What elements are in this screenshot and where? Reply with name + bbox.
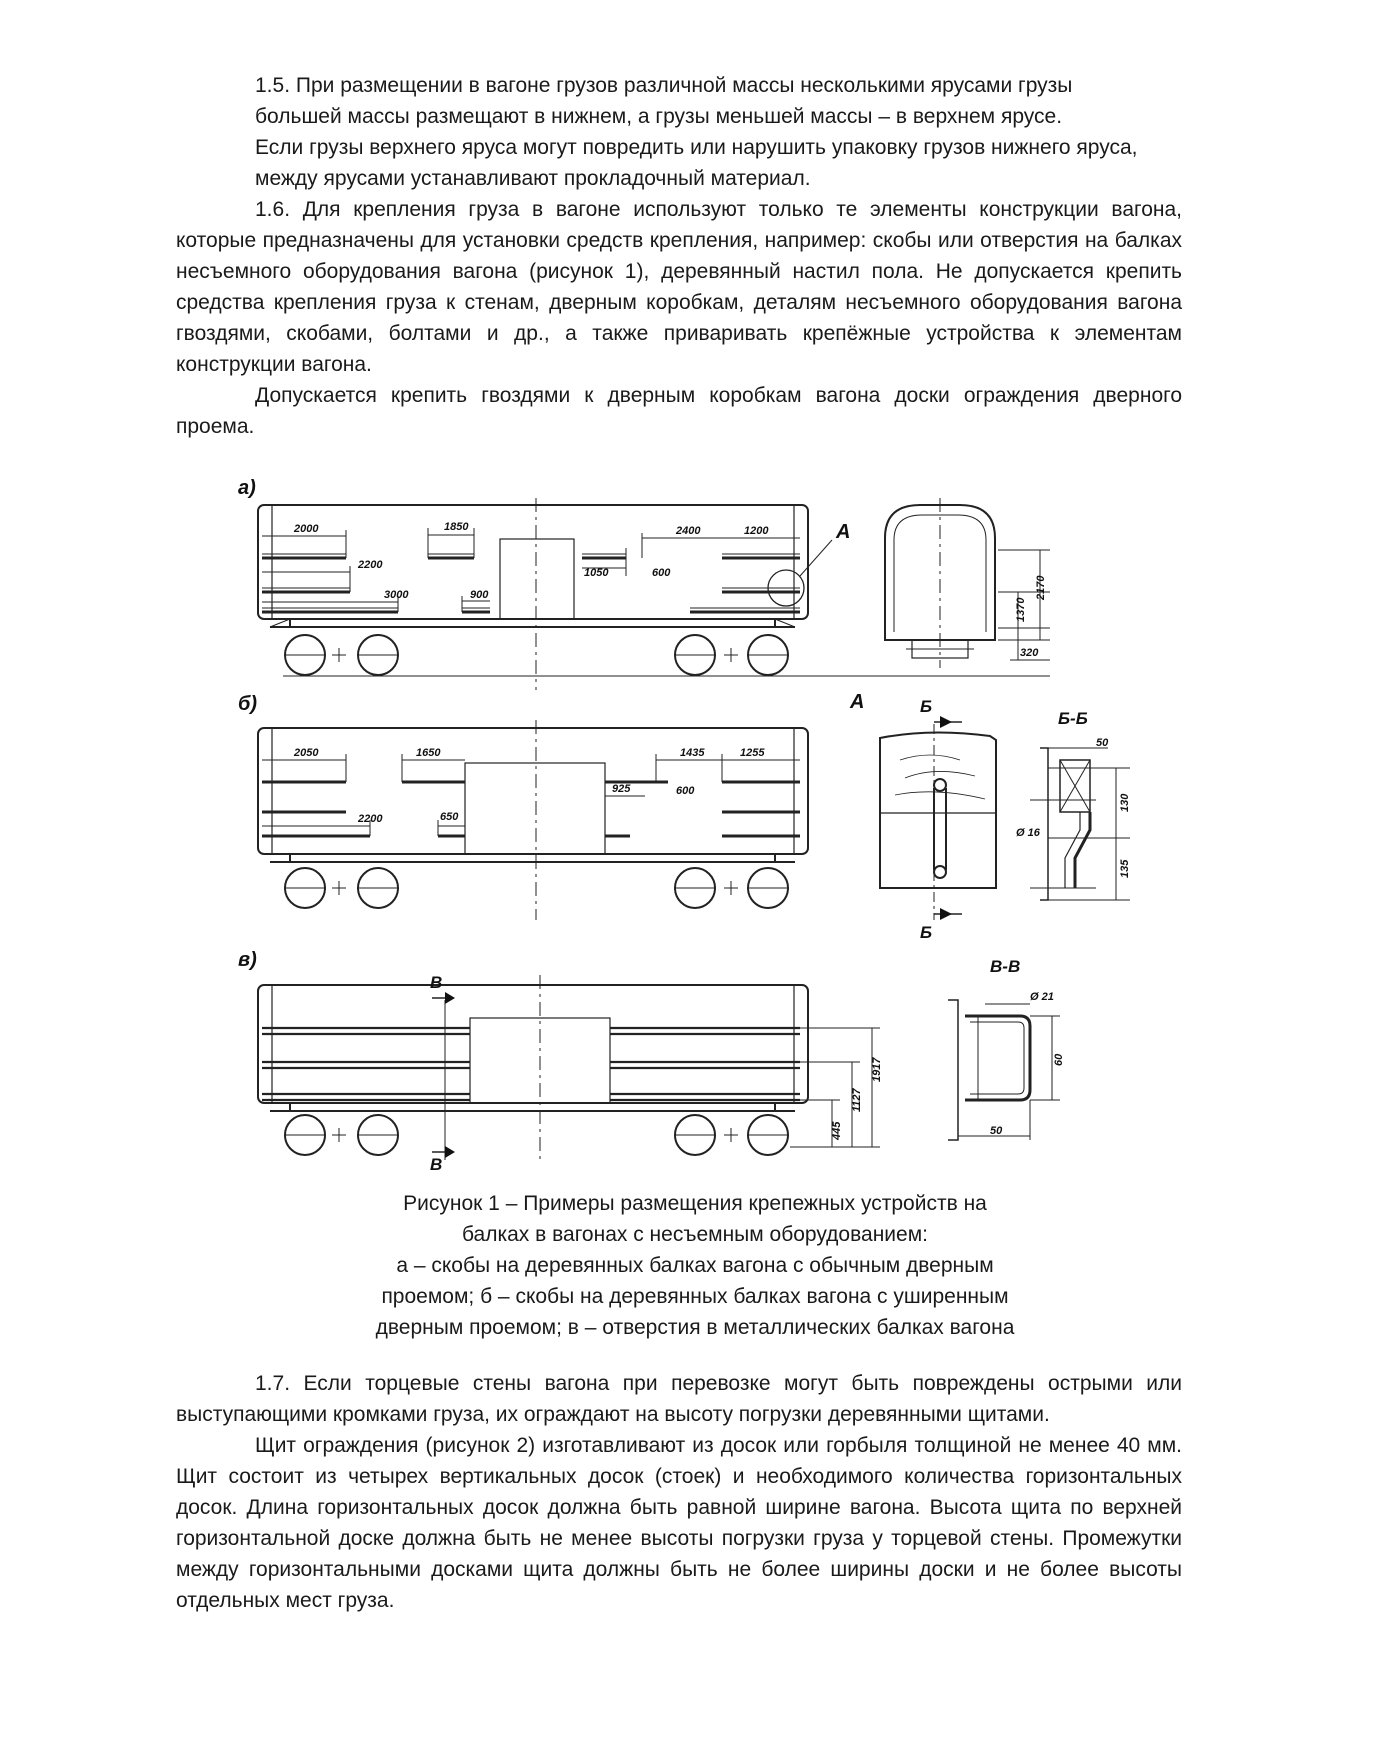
detail-view-a: [880, 722, 996, 920]
dim-a-1370: 1370: [1015, 597, 1027, 622]
wagon-a-side-view: [258, 498, 808, 690]
dim-vv-diam21: Ø 21: [1030, 991, 1054, 1003]
dim-b-925: 925: [612, 783, 631, 795]
paragraph-1-7: 1.7. Если торцевые стены вагона при перевозке могут быть повреждены острыми или выступающими кромками груза, их ограждают на высоту погрузки деревянными щитами.: [176, 1372, 1182, 1426]
cut-v-bottom-label: В: [430, 1155, 443, 1174]
cut-arrows: [445, 716, 952, 1158]
wagon-a-end-view: [885, 498, 1050, 668]
dim-vv-50: 50: [990, 1125, 1003, 1137]
section-vv: [948, 1000, 1060, 1140]
dim-b-1435: 1435: [680, 747, 705, 759]
dim-v-445: 445: [831, 1121, 843, 1140]
caption-line2: балках в вагонах с несъемным оборудованием:: [462, 1223, 928, 1246]
dim-bb-135: 135: [1119, 859, 1131, 878]
caption-line4: проемом; б – скобы на деревянных балках вагона с уширенным: [381, 1285, 1009, 1308]
beams-a: [262, 558, 800, 612]
dim-a-320: 320: [1020, 647, 1039, 659]
callout-a-label: А: [836, 521, 851, 543]
dim-a-2400: 2400: [676, 525, 701, 537]
dimension-lines-b: [262, 754, 800, 836]
dim-a-1850: 1850: [444, 521, 469, 533]
section-vv-label: В-В: [990, 957, 1021, 976]
dim-a-2200: 2200: [358, 559, 383, 571]
dim-a-600: 600: [652, 567, 671, 579]
dim-v-1917: 1917: [871, 1057, 883, 1082]
wheels-a: [283, 635, 1050, 676]
panel-a-label: а): [238, 477, 256, 499]
paragraph-1-5-line2: большей массы размещают в нижнем, а грузы меньшей массы – в верхнем ярусе.: [255, 105, 1063, 128]
wagon-b-side-view: [258, 720, 808, 920]
dim-a-1200: 1200: [744, 525, 769, 537]
paragraph-1-5-line3: Если грузы верхнего яруса могут повредить или нарушить упаковку грузов нижнего яруса,: [255, 136, 1138, 159]
section-bb-label: Б-Б: [1058, 709, 1088, 728]
panel-v-label: в): [238, 949, 257, 971]
dim-b-1650: 1650: [416, 747, 441, 759]
paragraph-1-5-line4: между ярусами устанавливают прокладочный материал.: [255, 167, 811, 190]
dim-a-2170: 2170: [1035, 575, 1047, 600]
dim-a-3000: 3000: [384, 589, 409, 601]
dim-a-1050: 1050: [584, 567, 609, 579]
dim-b-600: 600: [676, 785, 695, 797]
view-a-label: А: [850, 691, 865, 713]
cut-b-top-label: Б: [920, 697, 933, 716]
section-bb: [1030, 748, 1130, 900]
dim-bb-130: 130: [1119, 793, 1131, 812]
panel-b-label: б): [238, 693, 258, 715]
beams-a-hatch: [262, 554, 800, 608]
cut-b-bottom-label: Б: [920, 923, 933, 942]
cut-v-top-label: В: [430, 973, 443, 992]
dim-b-2200: 2200: [358, 813, 383, 825]
paragraph-shield: Щит ограждения (рисунок 2) изготавливают из досок или горбыля толщиной не менее 40 мм. Щит состоит из четырех вертикальных досок (стоек) и необходимого количества горизонтальных досок. Длина горизонтальных досок должна быть равной ширине вагона. Высота щита по верхней горизонтальной доске должна быть не менее высоты погрузки груза у торцевой стены. Промежутки между горизонтальными досками щита должны быть не более ширины доски и не более высоты отдельных мест груза.: [176, 1434, 1182, 1612]
dim-vv-60: 60: [1053, 1053, 1065, 1066]
dim-b-650: 650: [440, 811, 459, 823]
dimension-lines-a: [262, 528, 800, 612]
text-block-bottom: [176, 1368, 1182, 1616]
dim-b-2050: 2050: [294, 747, 319, 759]
figure-caption: [300, 1188, 1090, 1343]
beams-v: [262, 1028, 800, 1100]
dim-bb-50: 50: [1096, 737, 1109, 749]
caption-line5: дверным проемом; в – отверстия в металлических балках вагона: [375, 1316, 1015, 1339]
paragraph-doors: Допускается крепить гвоздями к дверным коробкам вагона доски ограждения дверного проема.: [176, 384, 1182, 438]
dim-bb-diam16: Ø 16: [1016, 827, 1040, 839]
dim-a-900: 900: [470, 589, 489, 601]
wheels-v: [285, 1115, 788, 1155]
dim-v-1127: 1127: [851, 1088, 863, 1112]
paragraph-1-6: 1.6. Для крепления груза в вагоне используют только те элементы конструкции вагона, которые предназначены для установки средств крепления, например: скобы или отверстия на балках несъемного оборудования вагона (рисунок 1), деревянный настил пола. Не допускается крепить средства крепления груза к стенам, дверным коробкам, деталям несъемного оборудования вагона гвоздями, скобами, болтами и др., а также приваривать крепёжные устройства к элементам конструкции вагона.: [176, 198, 1182, 376]
caption-line1: Рисунок 1 – Примеры размещения крепежных устройств на: [403, 1192, 987, 1215]
dim-b-1255: 1255: [740, 747, 765, 759]
caption-line3: а – скобы на деревянных балках вагона с обычным дверным: [396, 1254, 994, 1277]
paragraph-1-5-line1: 1.5. При размещении в вагоне грузов различной массы несколькими ярусами грузы: [255, 74, 1073, 97]
beams-b: [262, 782, 800, 836]
dim-a-2000: 2000: [294, 523, 319, 535]
